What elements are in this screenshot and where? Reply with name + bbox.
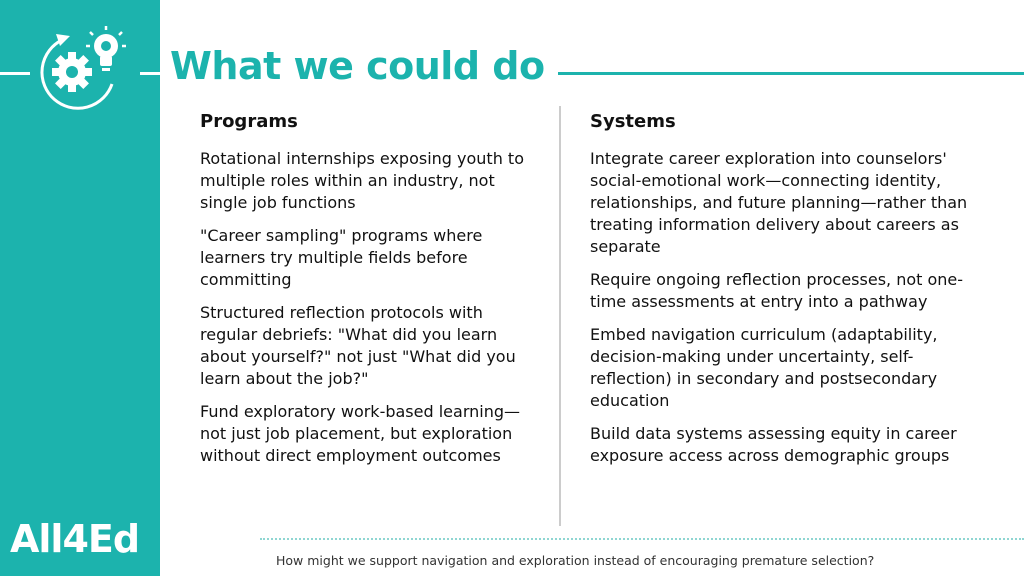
programs-item: Structured reflection protocols with regular debriefs: "What did you learn about yourself?" not just "What did you learn about the job?" <box>200 303 516 388</box>
column-divider <box>559 106 561 526</box>
systems-item: Build data systems assessing equity in career exposure access across demographic groups <box>590 424 957 465</box>
page-title: What we could do <box>170 44 545 88</box>
systems-item: Integrate career exploration into counselors' social-emotional work—connecting identity, relationships, and future planning—rather than treating information delivery about careers as separate <box>590 149 968 256</box>
systems-column <box>590 110 990 478</box>
programs-item: Fund exploratory work-based learning—not just job placement, but exploration without direct employment outcomes <box>200 402 520 465</box>
footer-question: How might we support navigation and exploration instead of encouraging premature selection? <box>276 553 875 568</box>
systems-heading: Systems <box>590 111 676 132</box>
all4ed-logo <box>6 512 146 562</box>
title-rule-right <box>558 72 1024 75</box>
systems-item: Require ongoing reflection processes, not one-time assessments at entry into a pathway <box>590 270 964 311</box>
programs-item: Rotational internships exposing youth to multiple roles within an industry, not single job functions <box>200 149 524 212</box>
footer-dotted-rule <box>260 538 1024 540</box>
title-rule-mid <box>140 72 160 75</box>
title-rule-left <box>0 72 30 75</box>
programs-heading: Programs <box>200 111 298 132</box>
gear-lightbulb-cycle-icon <box>36 22 136 112</box>
programs-column <box>200 110 545 478</box>
logo-text: All4Ed <box>10 517 140 561</box>
programs-item: "Career sampling" programs where learners try multiple fields before committing <box>200 226 483 289</box>
systems-item: Embed navigation curriculum (adaptability, decision-making under uncertainty, self-reflection) in secondary and postsecondary education <box>590 325 938 410</box>
